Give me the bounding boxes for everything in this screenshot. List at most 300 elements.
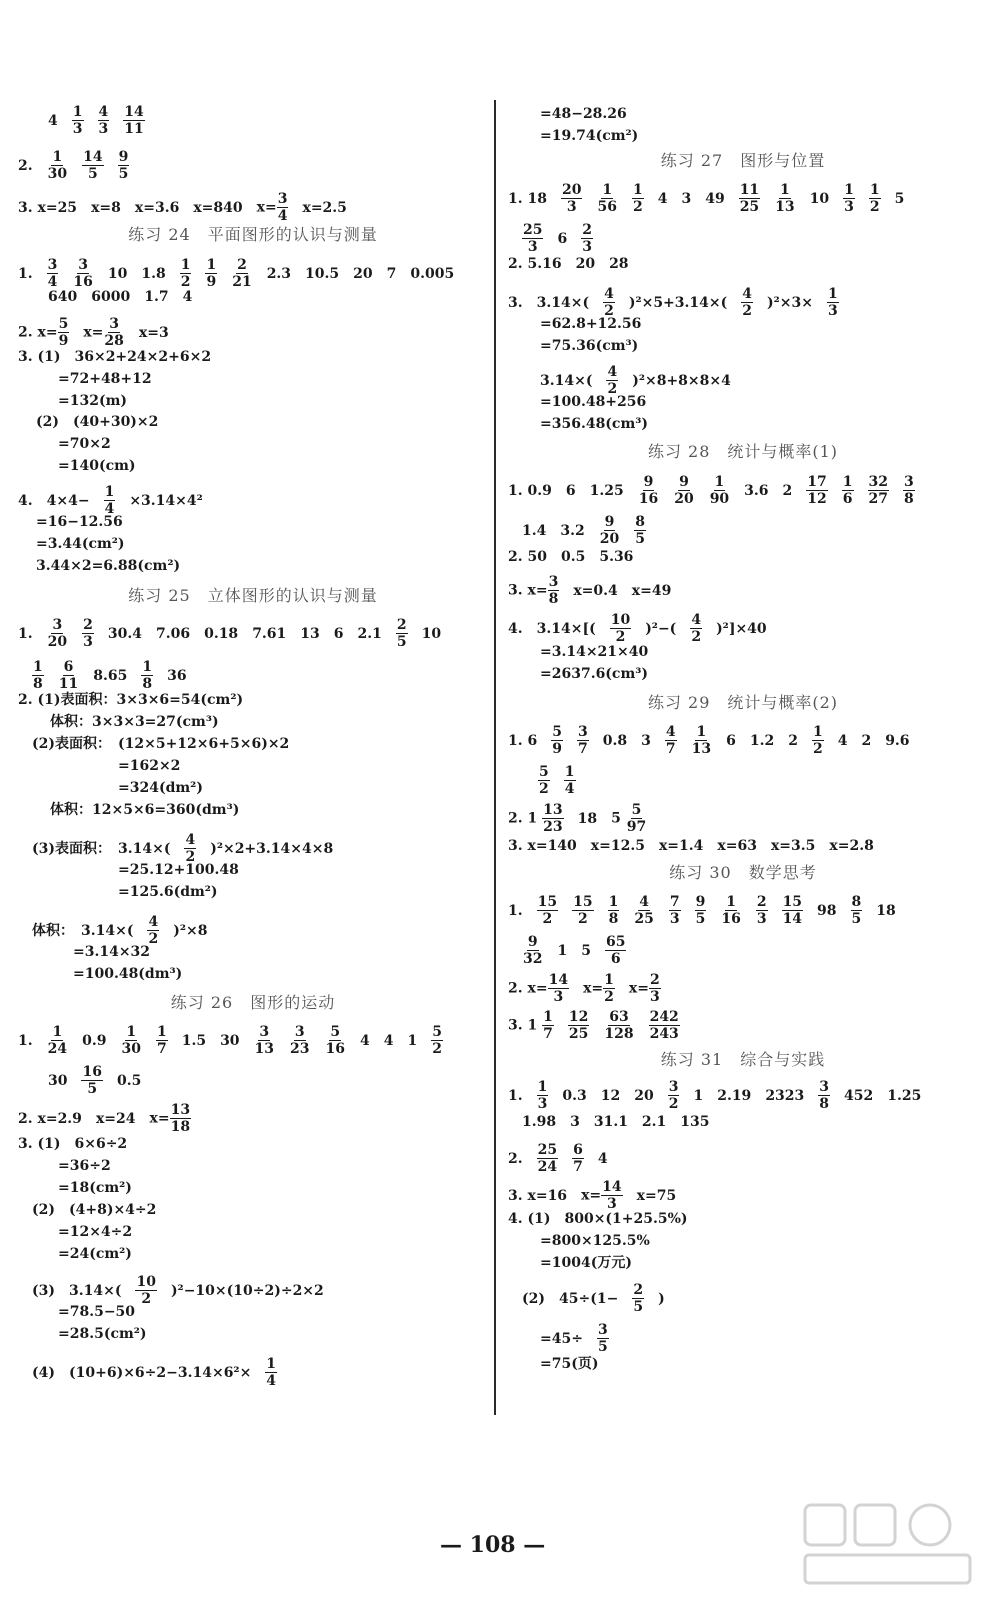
fraction: $\frac{3}{4}$ [47,257,58,290]
fraction: $\frac{3}{8}$ [548,574,559,607]
answer-line: =3.14×21×40 [540,644,649,660]
fraction: $\frac{9}{20}$ [674,474,694,507]
answer-token [538,765,550,796]
answer-token: 1.8 [141,265,166,282]
answer-token: 0.3 [562,1087,587,1104]
fraction: $\frac{13}{18}$ [170,1102,191,1135]
answer-token: 4 [182,289,193,305]
fraction: $\frac{9}{32}$ [523,934,543,967]
answer-token [568,1010,589,1041]
answer-token: x=49 [631,582,672,599]
answer-line [18,618,455,649]
fraction: $\frac{1}{8}$ [142,659,153,692]
answer-line [522,223,607,254]
answer-token: x= $\frac{13}{18}$ [149,1102,191,1135]
answer-token [603,287,615,318]
fraction: $\frac{14}{11}$ [124,104,144,137]
fraction: $\frac{1}{3}$ [827,286,838,319]
answer-line [18,192,361,223]
answer-token: 1.25 [589,482,624,499]
answer-token: 30.4 [107,625,142,642]
answer-line: =1004(万元) [540,1255,632,1271]
fraction: $\frac{2}{3}$ [582,222,592,255]
fraction: $\frac{6}{11}$ [58,659,79,692]
answer-line: =78.5−50 [58,1304,136,1320]
answer-line: 2. 5.16 20 28 [508,256,629,272]
answer-token [147,915,159,946]
answer-token: )²−10×(10÷2)÷2×2 [170,1282,324,1299]
answer-line [18,150,143,181]
answer-token: (3) 3.14×( [32,1282,122,1299]
section-heading: 练习 27 图形与位置 [660,151,826,170]
fraction: $\frac{12}{25}$ [568,1009,589,1042]
answer-token: 10 [809,190,830,207]
answer-token: 30 [220,1032,240,1049]
answer-token [522,223,543,254]
answer-token [608,895,620,926]
fraction: $\frac{8}{5}$ [851,894,862,927]
answer-token: 4 [383,1032,394,1049]
answer-token: (3)表面积： 3.14×( [32,840,171,857]
answer-token: 2.19 [717,1087,752,1104]
answer-line: 2. (1)表面积：3×3×6=54(cm²) [18,692,244,708]
fraction: $\frac{16}{5}$ [82,1064,102,1097]
answer-token [47,1025,68,1056]
answer-token: ×3.14×4² [129,492,203,509]
answer-line [48,105,159,136]
answer-token: 4 [48,112,58,129]
answer-line: =16−12.56 [36,514,123,530]
answer-token: 98 [817,902,837,919]
answer-line: =24(cm²) [58,1246,132,1262]
answer-token: 0.8 [602,732,628,749]
answer-token: 2323 [765,1087,805,1104]
answer-line: =324(dm²) [118,780,203,796]
fraction: $\frac{9}{20}$ [599,514,620,547]
answer-token [156,1025,168,1056]
answer-token [120,1025,141,1056]
fraction: $\frac{1}{24}$ [47,1024,68,1057]
answer-token: 1. [18,265,33,282]
answer-token [577,725,589,756]
answer-token [633,895,654,926]
answer-token [695,895,707,926]
answer-line [32,1357,291,1388]
answer-line [508,973,675,1004]
answer-token: )²]×40 [716,620,767,637]
answer-token [254,1025,275,1056]
answer-token [123,105,144,136]
answer-token: 18 [577,810,598,827]
answer-token [82,150,103,181]
answer-line: 3.44×2=6.88(cm²) [36,558,181,574]
answer-token: x= $\frac{1}{2}$ [583,972,614,1005]
answer-token: x=2.5 [302,199,347,216]
answer-line [508,1080,935,1111]
answer-line: 4. (1) 800×(1+25.5%) [508,1211,688,1227]
answer-token [812,725,824,756]
answer-token: 2. x= $\frac{5}{9}$ [18,316,69,349]
answer-token [141,660,153,691]
answer-token: 8.65 [93,667,128,684]
answer-token: 3. x=16 [508,1187,568,1204]
answer-token: 3.14×( [540,372,593,389]
fraction: $\frac{1}{7}$ [543,1009,553,1042]
fraction: $\frac{1}{2}$ [812,724,823,757]
answer-line: =75.36(cm³) [540,338,639,354]
fraction: $\frac{2}{3}$ [649,972,660,1005]
answer-token [756,895,768,926]
fraction: $\frac{1}{13}$ [775,182,795,215]
answer-token [561,183,582,214]
answer-line [522,935,640,966]
answer-token: ) [658,1290,665,1307]
answer-token: 5 $\frac{5}{97}$ [611,802,647,835]
answer-token [665,725,677,756]
answer-line [32,1275,338,1306]
answer-line: 1.98 3 31.1 2.1 135 [522,1114,710,1130]
fraction: $\frac{1}{2}$ [180,257,191,290]
fraction: $\frac{10}{2}$ [610,612,631,645]
answer-line: (2) (4+8)×4÷2 [32,1202,157,1218]
answer-token: x=24 [95,1110,136,1127]
answer-token: 9.6 [885,732,910,749]
fraction: $\frac{3}{13}$ [254,1024,275,1057]
fraction: $\frac{1}{6}$ [842,474,853,507]
answer-token [869,183,881,214]
answer-token: )²×2+3.14×4×8 [210,840,334,857]
answer-token: 4 [837,732,848,749]
answer-token [58,660,79,691]
answer-token [47,258,59,289]
answer-token [806,475,827,506]
answer-token [741,287,753,318]
section-heading: 练习 30 数学思考 [669,863,817,882]
answer-token: 5 [581,942,591,959]
fraction: $\frac{5}{97}$ [626,802,647,835]
section-heading: 练习 29 统计与概率(2) [647,693,839,712]
answer-token [581,223,593,254]
answer-token: 4 [657,190,668,207]
answer-token: 6 [333,625,344,642]
answer-token: 18 [876,902,896,919]
answer-token [606,365,618,396]
answer-token [599,515,620,546]
answer-token: 1 [407,1032,418,1049]
answer-token [522,935,543,966]
answer-token: 2. x= $\frac{14}{3}$ [508,972,569,1005]
answer-token [184,833,196,864]
answer-token [818,1080,830,1111]
answer-token [843,183,855,214]
answer-token: x=8 [91,199,121,216]
answer-token: 2 [861,732,872,749]
answer-token: )²×8 [173,922,208,939]
fraction: $\frac{2}{5}$ [396,617,407,650]
fraction: $\frac{9}{16}$ [638,474,659,507]
answer-token [72,258,93,289]
answer-token: 1.25 [887,1087,922,1104]
fraction: $\frac{2}{3}$ [756,894,767,927]
answer-token [82,618,94,649]
fraction: $\frac{3}{23}$ [290,1024,310,1057]
answer-token: 6 [726,732,736,749]
fraction: $\frac{8}{5}$ [635,514,645,547]
fraction: $\frac{1}{9}$ [206,257,217,290]
answer-token [325,1025,346,1056]
fraction: $\frac{2}{5}$ [633,1282,644,1315]
answer-token [537,1143,558,1174]
answer-token: 7.61 [252,625,287,642]
section-heading: 练习 25 立体图形的认识与测量 [128,586,378,605]
answer-token: 2 [782,482,793,499]
fraction: $\frac{9}{5}$ [695,894,706,927]
answer-token: (2) 45÷(1− [522,1290,619,1307]
answer-token: 5 [894,190,905,207]
fraction: $\frac{4}{2}$ [604,286,614,319]
answer-token: 2. 1 $\frac{13}{23}$ [508,802,563,835]
answer-line: =162×2 [118,758,181,774]
answer-token: (4) (10+6)×6÷2−3.14×6²× [32,1364,252,1381]
answer-token: 49 [705,190,725,207]
answer-token [691,725,712,756]
fraction: $\frac{1}{4}$ [266,1356,277,1389]
answer-line: 体积：3×3×3=27(cm³) [50,714,219,730]
fraction: $\frac{63}{128}$ [604,1009,634,1042]
answer-token: 452 [844,1087,874,1104]
fraction: $\frac{4}{2}$ [607,364,618,397]
answer-token: x= $\frac{3}{28}$ [83,316,124,349]
fraction: $\frac{4}{2}$ [691,612,702,645]
fraction: $\frac{1}{3}$ [844,182,854,215]
answer-line: 体积：12×5×6=360(dm³) [50,802,240,818]
answer-token: 4. 3.14×[( [508,620,596,637]
answer-token: x= $\frac{2}{3}$ [628,972,660,1005]
answer-token: 1. [18,1032,33,1049]
answer-token [104,485,116,516]
answer-line: =70×2 [58,436,111,452]
answer-token: 10 [107,265,128,282]
fraction: $\frac{25}{3}$ [523,222,543,255]
answer-token: 4. 4×4− [18,492,90,509]
fraction: $\frac{5}{9}$ [552,724,562,757]
answer-token: 3 [681,190,692,207]
fraction: $\frac{1}{3}$ [72,104,83,137]
answer-token: 7.06 [155,625,191,642]
answer-line [18,258,468,289]
answer-token [597,1323,609,1354]
answer-line [540,365,745,396]
answer-line: =100.48(dm³) [73,966,183,982]
section-heading: 练习 26 图形的运动 [170,993,336,1012]
answer-line: =28.5(cm²) [58,1326,147,1342]
answer-token [396,618,408,649]
answer-token [739,183,760,214]
answer-line: =132(m) [58,393,128,409]
answer-line: 3. x=140 x=12.5 x=1.4 x=63 x=3.5 x=2.8 [508,838,874,854]
answer-token: 36 [167,667,187,684]
answer-token [782,895,803,926]
page-number: — 108 — [440,1532,546,1558]
answer-token: 7 [386,265,397,282]
fraction: $\frac{3}{20}$ [47,617,68,650]
fraction: $\frac{2}{21}$ [232,257,252,290]
fraction: $\frac{17}{12}$ [807,474,827,507]
fraction: $\frac{1}{56}$ [597,182,617,215]
answer-line: =3.44(cm²) [36,536,125,552]
answer-line: =72+48+12 [58,371,152,387]
answer-token: 3. 1 $\frac{1}{7}$ [508,1009,553,1042]
answer-token [596,183,617,214]
answer-token: 20 [634,1087,654,1104]
answer-token: 2. [508,1150,523,1167]
answer-line [508,895,910,926]
section-heading: 练习 28 统计与概率(1) [647,442,839,461]
answer-token: 1. 18 [508,190,547,207]
answer-token [774,183,795,214]
answer-token: 6 [565,482,576,499]
answer-line: 2. 50 0.5 5.36 [508,549,634,565]
fraction: $\frac{4}{2}$ [148,914,159,947]
fraction: $\frac{32}{27}$ [868,474,888,507]
answer-token [720,895,741,926]
answer-token: 640 [48,289,78,305]
answer-token [180,258,192,289]
answer-line [522,1283,679,1314]
answer-token [47,618,68,649]
answer-token: 0.9 [82,1032,107,1049]
answer-token [32,660,44,691]
answer-line [18,1025,457,1056]
answer-token: 6 [557,230,568,247]
fraction: $\frac{242}{243}$ [649,1009,679,1042]
answer-token [610,613,631,644]
answer-line [540,1323,623,1354]
fraction: $\frac{3}{28}$ [104,316,124,349]
answer-token: 3. x= $\frac{3}{8}$ [508,574,559,607]
answer-token [632,183,644,214]
answer-token [572,1143,584,1174]
answer-token [537,1080,549,1111]
answer-line: =25.12+100.48 [118,862,239,878]
fraction: $\frac{1}{2}$ [869,182,880,215]
answer-line [522,515,660,546]
answer-token: )²×8+8×8×4 [632,372,731,389]
fraction: $\frac{9}{5}$ [118,149,129,182]
answer-token [649,1010,680,1041]
answer-token: 2. x=2.9 [18,1110,82,1127]
answer-token [72,105,84,136]
answer-line [508,1180,690,1211]
answer-line [508,613,781,644]
fraction: $\frac{3}{8}$ [819,1079,830,1112]
answer-token: 2. [18,157,33,174]
answer-token: 1.2 [749,732,775,749]
fraction: $\frac{1}{8}$ [608,894,619,927]
fraction: $\frac{3}{16}$ [73,257,93,290]
answer-token [903,475,915,506]
answer-token [634,515,646,546]
answer-line: =140(cm) [58,458,136,474]
fraction: $\frac{1}{30}$ [121,1024,141,1057]
answer-token: 30 [48,1072,68,1089]
answer-line: =48−28.26 [540,106,627,122]
answer-line: =356.48(cm³) [540,416,649,432]
answer-line [508,803,661,834]
fraction: $\frac{1}{13}$ [691,724,712,757]
fraction: $\frac{1}{3}$ [537,1079,548,1112]
answer-token: 2 [788,732,798,749]
fraction: $\frac{1}{7}$ [156,1024,167,1057]
fraction: $\frac{5}{2}$ [539,764,549,797]
fraction: $\frac{4}{2}$ [185,832,196,865]
answer-line [18,485,217,516]
answer-line [32,833,347,864]
fraction: $\frac{3}{8}$ [904,474,914,507]
fraction: $\frac{14}{3}$ [602,1179,622,1212]
answer-token [572,895,593,926]
answer-token [827,287,839,318]
answer-line [508,183,918,214]
answer-token [632,1283,644,1314]
answer-token: 3.2 [560,522,585,539]
fraction: $\frac{11}{25}$ [739,182,760,215]
answer-token: 13 [300,625,320,642]
fraction: $\frac{1}{2}$ [604,972,614,1005]
answer-token: 4 [360,1032,370,1049]
fraction: $\frac{5}{2}$ [432,1024,442,1057]
answer-line: =75(页) [540,1356,599,1372]
answer-line: =100.48+256 [540,394,647,410]
fraction: $\frac{7}{3}$ [669,894,680,927]
answer-token [690,613,702,644]
fraction: $\frac{14}{5}$ [83,149,103,182]
answer-token: 3. x=25 [18,199,78,216]
answer-line: (2) (40+30)×2 [36,414,159,430]
section-heading: 练习 24 平面图形的认识与测量 [128,225,378,244]
fraction: $\frac{1}{16}$ [721,894,741,927]
answer-token [668,1080,680,1111]
answer-line: =62.8+12.56 [540,316,642,332]
answer-token [851,895,863,926]
fraction: $\frac{3}{2}$ [668,1079,679,1112]
answer-token: 20 [353,265,373,282]
answer-token [842,475,854,506]
answer-line [508,1010,694,1041]
answer-line: =3.14×32 [73,944,151,960]
fraction: $\frac{15}{2}$ [537,894,558,927]
answer-line: =2637.6(cm³) [540,666,649,682]
answer-token: 1. [508,1087,523,1104]
fraction: $\frac{1}{2}$ [632,182,643,215]
fraction: $\frac{2}{3}$ [83,617,93,650]
fraction: $\frac{3}{5}$ [597,1322,608,1355]
answer-token: 3 [641,732,651,749]
answer-token [564,765,576,796]
fraction: $\frac{10}{2}$ [136,1274,156,1307]
answer-token: 2.3 [266,265,292,282]
answer-line: =800×125.5% [540,1233,650,1249]
answer-token [47,150,68,181]
fraction: $\frac{4}{25}$ [634,894,654,927]
answer-token: 4 [597,1150,608,1167]
answer-token [231,258,252,289]
answer-token [537,895,558,926]
answer-line: =36÷2 [58,1158,111,1174]
answer-token: x=3.6 [134,199,180,216]
answer-token [605,935,626,966]
answer-token: 1. 0.9 [508,482,552,499]
